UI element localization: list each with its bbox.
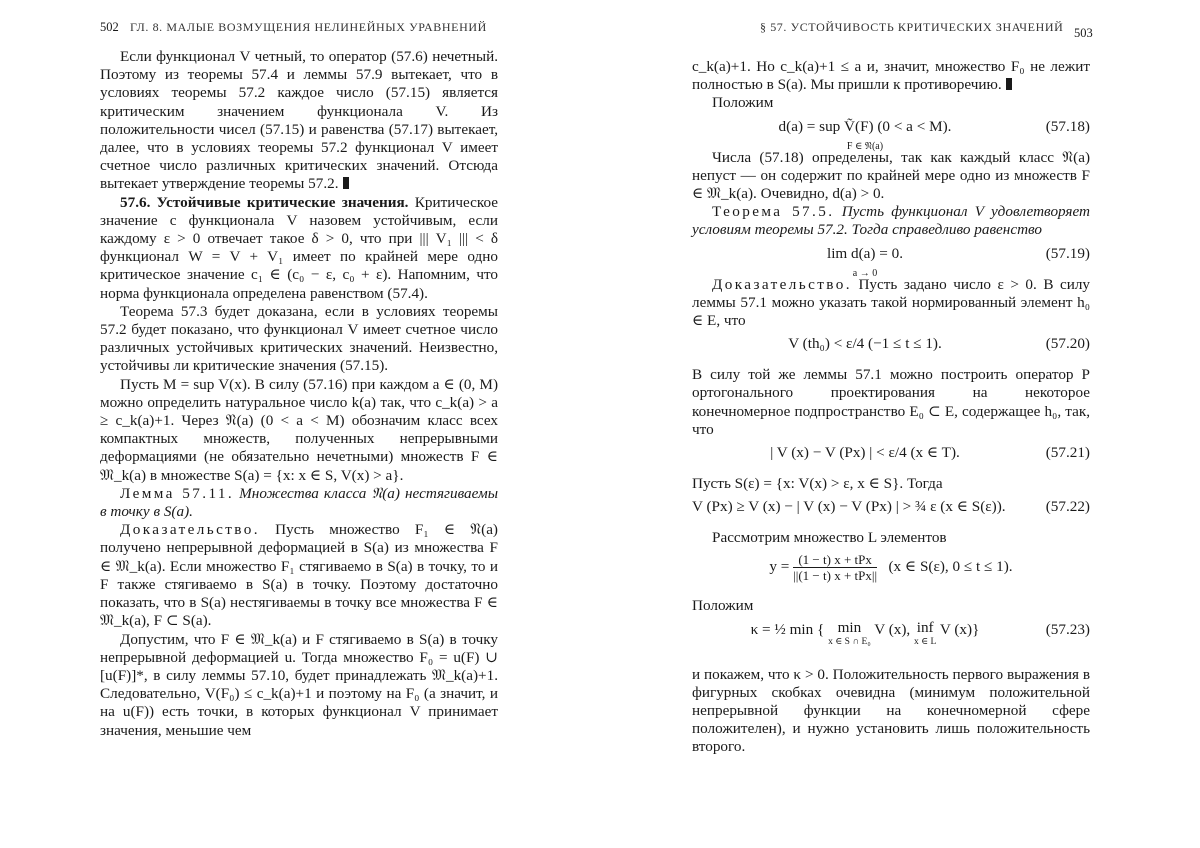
equation-number: (57.19) — [1045, 244, 1090, 262]
lemma-label: Лемма 57.11. — [120, 484, 235, 502]
equation-57-20: V (th₀) < ε/4 (−1 ≤ t ≤ 1). (57.20) — [788, 335, 1090, 353]
paragraph: Пусть S(ε) = {x: V(x) > ε, x ∈ S}. Тогда — [692, 475, 943, 493]
equation-number: (57.23) — [1045, 620, 1090, 638]
theorem — [692, 203, 1090, 239]
qed-mark — [343, 177, 349, 189]
paragraph: Положим — [712, 94, 774, 112]
section-title: 57.6. Устойчивые критические значения. — [120, 193, 409, 211]
theorem-statement: Пусть функционал V удовлетворяет условиям теоремы 57.2. Тогда справедливо равенство — [692, 203, 1090, 239]
paragraph: Числа (57.18) определены, так как каждый класс 𝔑(a) непуст — он содержит по крайней мере одно из множеств F ∈ 𝔐_k(a). Очевидно, d(a) > 0. — [692, 148, 1090, 203]
proof: Доказательство. Пусть множество F₁ ∈ 𝔑(a) получено непрерывной деформацией в S(a) из множества F ∈ 𝔐_k(a). Если множество F₁ стягиваемо в S(a) в точку, то и F также стягиваемо в S(a) в точку. Поэтому достаточно показать, что в S(a) нестягиваемы в точку все множества F ∈ 𝔐_k(a), F ⊂ S(a). — [100, 521, 498, 630]
equation-number: (57.18) — [1045, 117, 1090, 135]
equation-57-21: | V (x) − V (Px) | < ε/4 (x ∈ T). (57.21) — [770, 444, 1090, 462]
page-number: 502 — [100, 20, 119, 34]
paragraph: c_k(a)+1. Но c_k(a)+1 ≤ a и, значит, множество F₀ не лежит полностью в S(a). Мы пришли к противоречию. — [692, 58, 1090, 94]
running-header: § 57. УСТОЙЧИВОСТЬ КРИТИЧЕСКИХ ЗНАЧЕНИЙ — [760, 20, 1064, 34]
lemma — [100, 485, 498, 521]
text-column — [692, 58, 1090, 757]
page-number: 503 — [1074, 26, 1093, 40]
proof: Доказательство. Пусть задано число ε > 0. В силу леммы 57.1 можно указать такой нормированный элемент h₀ ∈ E, что — [692, 275, 1090, 330]
paragraph: и покажем, что κ > 0. Положительность первого выражения в фигурных скобках очевидна (минимум положительной непрерывной функции на конечномерной сфере положителен), и нужно установить лишь положительность второго. — [692, 665, 1090, 756]
paragraph: Допустим, что F ∈ 𝔐_k(a) и F стягиваемо в S(a) в точку непрерывной деформацией u. Тогда множество F₀ = u(F) ∪ [u(F)]*, в силу леммы 57.10, будет принадлежать 𝔐_k(a)+1. Следовательно, V(F₀) ≤ c_k(a)+1 и поэтому на F₀ (а значит, и на u(F)) есть точки, в которых функционал V принимает значения, меньшие чем — [100, 630, 498, 739]
proof-label: Доказательство. — [120, 521, 260, 539]
equation-57-22: V (Px) ≥ V (x) − | V (x) − V (Px) | > ¾ ε (x ∈ S(ε)). (57.22) — [692, 498, 1090, 516]
paragraph: Рассмотрим множество L элементов — [712, 529, 947, 547]
equation-number: (57.21) — [1045, 444, 1090, 462]
paragraph: Пусть M = sup V(x). В силу (57.16) при каждом a ∈ (0, M) можно определить натуральное число k(a) так, что c_k(a) > a ≥ c_k(a)+1. Через 𝔑(a) (0 < a < M) обозначим класс всех компактных множеств, полученных непрерывными деформациями (не обязательно нечетными) множеств F ∈ 𝔐_k(a) в множестве S(a) = {x: x ∈ S, V(x) > a}. — [100, 375, 498, 484]
equation-number: (57.20) — [1045, 335, 1090, 353]
equation-57-23: κ = ½ min { min x ∈ S ∩ E₀ V (x), inf x ∈ L V (x)} (57.23) — [750, 618, 1090, 647]
proof-label: Доказательство. — [712, 275, 852, 293]
paragraph: Если функционал V четный, то оператор (57.6) нечетный. Поэтому из теоремы 57.4 и леммы 57.9 вытекает, что в условиях теоремы 57.2 каждое число (57.15) является критическим значением функционала V. Из положительности чисел (57.15) и равенства (57.17) вытекает, далее, что в условиях теоремы 57.2 функционал V имеет счетное число различных критических значений. Отсюда вытекает утверждение теоремы 57.2. — [100, 48, 498, 193]
theorem-label: Теорема 57.5. — [712, 203, 835, 221]
section-57-6: 57.6. Устойчивые критические значения. Критическое значение c функционала V назовем устойчивым, если каждому ε > 0 отвечает такое δ > 0, что при ||| V₁ ||| < δ функционал W = V + V₁ имеет по крайней мере одно критическое значение c₁ ∈ (c₀ − ε, c₀ + ε). Напомним, что норма функционала определена равенством (57.4). — [100, 193, 498, 302]
right-page — [600, 0, 1200, 848]
equation-y: y = $\frac{\text{(1 − t) x + tPx}}{\text{||(1 − t) x + tPx||}}$ (x ∈ S(ε), 0 ≤ t ≤ 1). — [769, 552, 1013, 584]
paragraph: Теорема 57.3 будет доказана, если в условиях теоремы 57.2 будет показано, что функционал V имеет счетное число различных устойчивых критических значений. Неизвестно, устойчивы ли критические значения (57.15). — [100, 302, 498, 375]
equation-57-18: d(a) = sup Ṽ(F) (0 < a < M). F ∈ 𝔑(a) (57.18) — [778, 117, 1090, 152]
equation-57-19: lim d(a) = 0. a → 0 (57.19) — [826, 244, 1090, 279]
lemma-statement: Множества класса 𝔑(a) нестягиваемы в точку в S(a). — [100, 484, 498, 521]
qed-mark — [1006, 78, 1012, 90]
running-header: ГЛ. 8. МАЛЫЕ ВОЗМУЩЕНИЯ НЕЛИНЕЙНЫХ УРАВНЕНИЙ — [130, 20, 487, 34]
paragraph: Положим — [692, 597, 754, 615]
equation-number: (57.22) — [1045, 498, 1090, 516]
paragraph: В силу той же леммы 57.1 можно построить оператор P ортогонального проектирования на некоторое конечномерное подпространство E₀ ⊂ E, содержащее h₀, так, что — [692, 366, 1090, 438]
text-column — [100, 48, 498, 740]
